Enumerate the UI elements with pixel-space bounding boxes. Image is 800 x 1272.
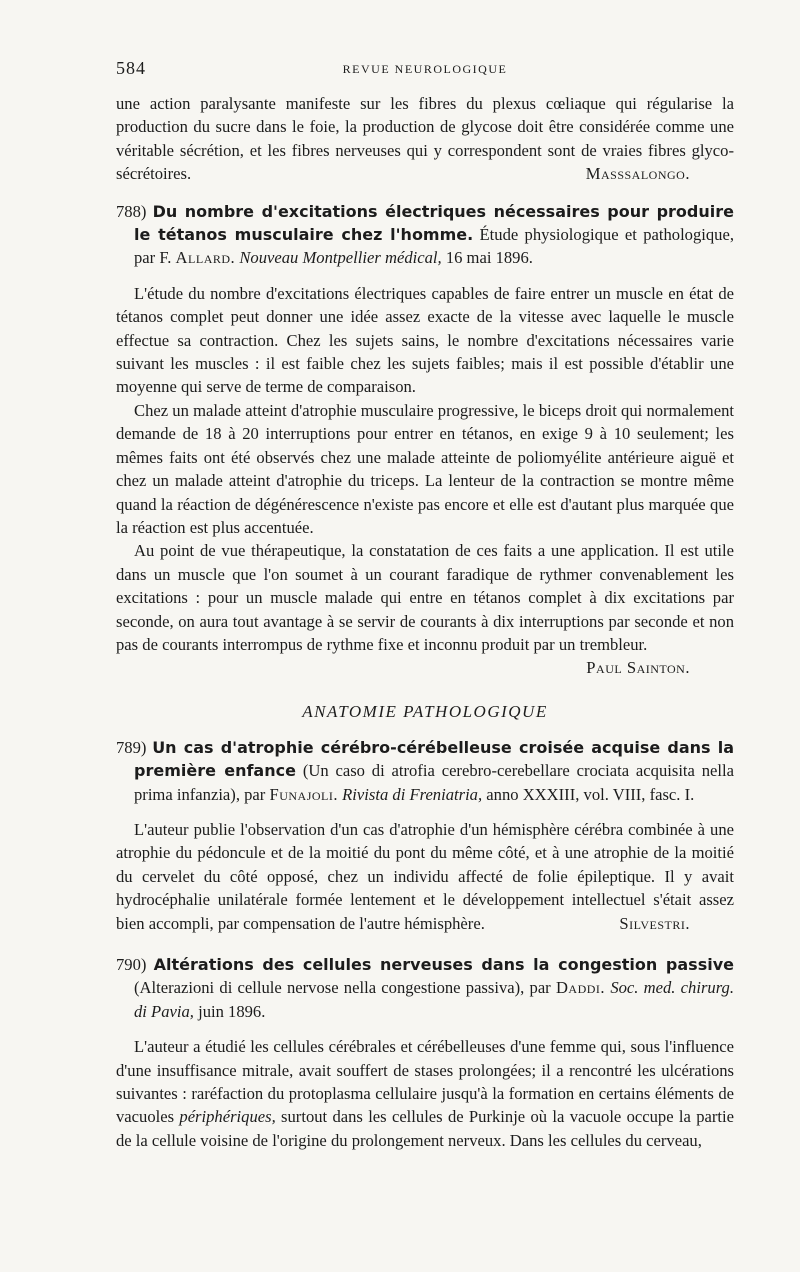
article-789-body: [116, 818, 734, 935]
article-790-number: 790): [116, 955, 147, 974]
article-788-author: Allard.: [175, 248, 236, 268]
article-788-p3: Au point de vue thérapeutique, la constatation de ces faits a une application. Il est utile dans un muscle que l'on soumet à un courant faradique de rythmer convenablement les excitations : pour un muscle malade qui entre en tétanos complet à dix excitations par seconde, on aura tout avantage à se servir de courants à dix interruptions par seconde et non pas de courants interrompus de rythme fixe et inconnu produit par un trembleur.: [116, 541, 734, 654]
article-788-journal: Nouveau Montpellier médical,: [239, 248, 442, 268]
article-788-body: [116, 282, 734, 680]
article-789-title: Un cas d'atrophie cérébro-cérébelleuse croisée acquise dans la première enfance: [134, 737, 734, 781]
article-790-p1-a: L'auteur a étudié les cellules cérébrales et cérébelleuses d'une femme qui, sous l'influence d'une insuffisance mitrale, avait souffert de stases prolongées; il a rencontré les ulcérations suivantes : raréfaction du protoplasma cellulaire jusqu'à la formation en certains éléments de vacuoles: [116, 1037, 734, 1127]
article-790-p1-b: surtout dans les cellules de Purkinje où la vacuole occupe la partie de la cellule voisine de l'origine du prolongement nerveux. Dans les cellules du cerveau,: [116, 1107, 734, 1150]
article-788-number: 788): [116, 201, 147, 221]
article-788-heading: [116, 200, 734, 270]
intro-signature: Masssalongo.: [585, 164, 690, 184]
article-788-date: 16 mai 1896.: [445, 248, 533, 268]
article-789-heading: [116, 736, 734, 806]
article-788-p2: Chez un malade atteint d'atrophie musculaire progressive, le biceps droit qui normalement demande de 18 à 20 interruptions pour entrer en tétanos, en exige 9 à 10 seulement; les mêmes faits ont été observés chez une malade atteinte de poliomyélite antérieure aiguë et chez un malade atteint d'atrophie du triceps. La lenteur de la contraction se montre même quand la réaction de dégénérescence n'existe pas encore et elle est d'autant plus marquée que la réaction est plus accentuée.: [116, 400, 734, 537]
article-789-number: 789): [116, 737, 147, 757]
article-788-subtitle: Étude physiologique et pathologique,: [479, 225, 734, 245]
article-790-journal: Soc. med. chirurg. di Pavia,: [134, 978, 734, 1021]
article-790-p1-em: périphériques,: [179, 1107, 276, 1127]
article-789-signature: Silvestri.: [619, 913, 690, 933]
intro-paragraph: [116, 92, 734, 186]
article-790-title: Altérations des cellules nerveuses dans la congestion passive: [153, 955, 734, 974]
text-column: [116, 58, 734, 1152]
article-788: [116, 200, 734, 680]
article-790: [116, 953, 734, 1152]
article-790-body: [116, 1035, 734, 1152]
article-790-subtitle: (Alterazioni di cellule nervose nella congestione passiva), par: [134, 978, 551, 998]
article-789-journal: Rivista di Freniatria,: [342, 784, 483, 804]
article-788-by: par F.: [134, 248, 172, 268]
article-788-signature: Paul Sainton.: [586, 658, 690, 678]
section-title: ANATOMIE PATHOLOGIQUE: [302, 701, 548, 721]
article-789-author: Funajoli.: [269, 784, 339, 804]
article-789: [116, 736, 734, 935]
article-789-details: anno XXXIII, vol. VIII, fasc. I.: [486, 784, 695, 804]
article-788-title: Du nombre d'excitations électriques nécessaires pour produire le tétanos musculaire chez l'homme.: [134, 201, 734, 245]
page-number: 584: [116, 58, 146, 78]
article-789-subtitle: (Un caso di atrofia cerebro-cerebellare crociata acquisita nella prima infanzia), par: [134, 761, 735, 804]
article-790-author: Daddi.: [555, 978, 606, 998]
article-790-heading: [116, 953, 734, 1023]
article-790-date: juin 1896.: [198, 1001, 266, 1021]
running-head: [116, 58, 734, 82]
intro-text: une action paralysante manifeste sur les fibres du plexus cœliaque qui régularise la production du sucre dans le foie, la production de glycose doit être considérée comme une véritable sécrétion, et les fibres nerveuses qui y correspondent sont de vraies fibres glyco-sécrétoires.: [116, 94, 734, 184]
article-789-p1: L'auteur publie l'observation d'un cas d'atrophie d'un hémisphère cérébra combinée à une atrophie du pédoncule et de la moitié du pont du même côté, et à une atrophie de la moitié du cervelet du côté opposé, chez un individu affecté de folie épileptique. Il y avait hydrocéphalie unilatérale formée lentement et le développement intellectuel s'était assez bien accompli, par compensation de l'autre hémisphère.: [116, 819, 734, 933]
article-788-p1: L'étude du nombre d'excitations électriques capables de faire entrer un muscle en état de tétanos complet peut donner une idée assez exacte de la vitesse avec laquelle le muscle effectue sa contraction. Chez les sujets sains, le nombre d'excitations nécessaires varie suivant les muscles : il est faible chez les sujets faibles; mais il est possible d'établir une moyenne qui serve de terme de comparaison.: [116, 283, 734, 397]
journal-title: REVUE NEUROLOGIQUE: [342, 62, 508, 76]
